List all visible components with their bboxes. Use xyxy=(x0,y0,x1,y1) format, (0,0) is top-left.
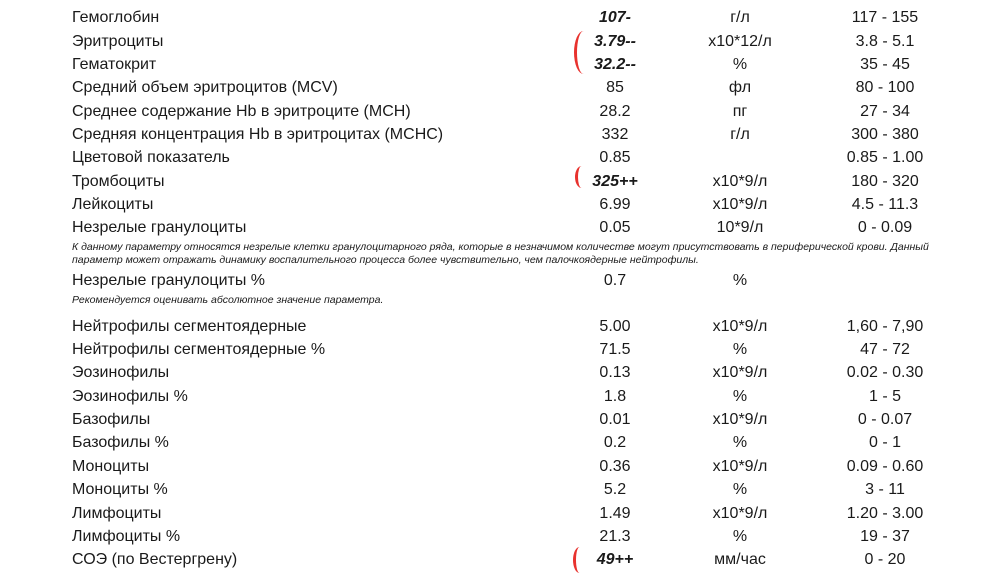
test-value: 32.2-- xyxy=(594,56,636,73)
table-row xyxy=(0,193,1000,216)
table-row xyxy=(0,100,1000,123)
test-unit: % xyxy=(732,481,748,498)
test-value: 49++ xyxy=(596,551,634,568)
table-row xyxy=(0,30,1000,53)
table-row xyxy=(0,455,1000,478)
reference-range: 3 - 11 xyxy=(865,481,905,498)
reference-range: 1.20 - 3.00 xyxy=(846,505,924,522)
test-value: 3.79-- xyxy=(594,33,636,50)
test-value: 0.05 xyxy=(599,219,631,236)
test-value: 5.2 xyxy=(603,481,627,498)
test-name: Моноциты xyxy=(72,458,150,475)
test-value: 332 xyxy=(601,126,629,143)
reference-range: 0 - 0.09 xyxy=(857,219,913,236)
reference-range: 80 - 100 xyxy=(855,79,915,96)
table-row xyxy=(0,408,1000,431)
note-immature-granulocytes: К данному параметру относятся незрелые клетки гранулоцитарного ряда, которые в незначимом количестве могут присутствовать в периферической крови. Данный параметр может отражать динамику воспалительного процесса более чувствительно, чем палочкоядерные нейтрофилы. xyxy=(72,241,929,266)
test-unit: % xyxy=(732,434,748,451)
table-row xyxy=(0,76,1000,99)
reference-range: 4.5 - 11.3 xyxy=(851,196,919,213)
test-value: 6.99 xyxy=(599,196,631,213)
test-unit: x10*9/л xyxy=(712,458,768,475)
test-value: 325++ xyxy=(592,173,638,190)
test-value: 85 xyxy=(606,79,624,96)
test-name: Эритроциты xyxy=(72,33,164,50)
test-unit: пг xyxy=(732,103,748,120)
test-unit: мм/час xyxy=(714,551,766,568)
test-value: 0.7 xyxy=(603,272,627,289)
test-unit: x10*9/л xyxy=(712,196,768,213)
table-row xyxy=(0,385,1000,408)
test-value: 71.5 xyxy=(599,341,631,358)
table-row xyxy=(0,53,1000,76)
table-row xyxy=(0,170,1000,193)
test-unit: фл xyxy=(728,79,752,96)
reference-range: 47 - 72 xyxy=(860,341,910,358)
reference-range: 180 - 320 xyxy=(851,173,919,190)
test-unit: г/л xyxy=(730,9,750,26)
test-value: 0.36 xyxy=(599,458,631,475)
test-value: 28.2 xyxy=(599,103,631,120)
test-unit: x10*9/л xyxy=(712,173,768,190)
test-name: Гемоглобин xyxy=(72,9,160,26)
reference-range: 0.02 - 0.30 xyxy=(846,364,924,381)
test-value: 1.49 xyxy=(599,505,631,522)
table-row xyxy=(0,338,1000,361)
test-unit: г/л xyxy=(730,126,750,143)
reference-range: 35 - 45 xyxy=(860,56,910,73)
test-name: Гематокрит xyxy=(72,56,157,73)
reference-range: 1 - 5 xyxy=(868,388,901,405)
test-name: Средняя концентрация Hb в эритроцитах (MCHC) xyxy=(72,126,444,143)
test-name: Эозинофилы % xyxy=(72,388,188,405)
test-name: Базофилы % xyxy=(72,434,169,451)
test-value: 0.13 xyxy=(599,364,631,381)
table-row xyxy=(0,502,1000,525)
test-name: Среднее содержание Hb в эритроците (MCH) xyxy=(72,103,411,120)
test-unit: x10*12/л xyxy=(708,33,772,50)
highlight-bracket-esr xyxy=(573,547,586,573)
test-value: 5.00 xyxy=(599,318,631,335)
table-row xyxy=(0,361,1000,384)
test-name: Тромбоциты xyxy=(72,173,165,190)
test-name: Лимфоциты xyxy=(72,505,162,522)
table-row xyxy=(0,6,1000,29)
table-row xyxy=(0,548,1000,571)
reference-range: 117 - 155 xyxy=(851,9,919,26)
test-name: Средний объем эритроцитов (MCV) xyxy=(72,79,338,96)
reference-range: 0.85 - 1.00 xyxy=(846,149,924,166)
note-immature-granulocytes-pct: Рекомендуется оценивать абсолютное значение параметра. xyxy=(72,294,384,306)
test-unit: 10*9/л xyxy=(716,219,764,236)
test-name: Моноциты % xyxy=(72,481,168,498)
test-value: 0.01 xyxy=(599,411,631,428)
test-name: Цветовой показатель xyxy=(72,149,230,166)
reference-range: 300 - 380 xyxy=(851,126,919,143)
test-value: 0.85 xyxy=(599,149,631,166)
table-row xyxy=(0,146,1000,169)
test-name: Незрелые гранулоциты xyxy=(72,219,247,236)
test-unit: % xyxy=(732,388,748,405)
highlight-bracket-platelets xyxy=(575,166,588,188)
test-unit: x10*9/л xyxy=(712,411,768,428)
test-unit: % xyxy=(732,341,748,358)
reference-range: 27 - 34 xyxy=(860,103,910,120)
table-row xyxy=(0,123,1000,146)
table-row xyxy=(0,431,1000,454)
reference-range: 0 - 0.07 xyxy=(857,411,913,428)
test-value: 107- xyxy=(598,9,632,26)
test-unit: % xyxy=(732,528,748,545)
test-unit: x10*9/л xyxy=(712,505,768,522)
reference-range: 19 - 37 xyxy=(860,528,910,545)
reference-range: 3.8 - 5.1 xyxy=(855,33,915,50)
test-name: Лимфоциты % xyxy=(72,528,181,545)
table-row xyxy=(0,525,1000,548)
test-unit: % xyxy=(732,272,748,289)
test-name: СОЭ (по Вестергрену) xyxy=(72,551,238,568)
test-name: Незрелые гранулоциты % xyxy=(72,272,266,289)
reference-range: 0 - 1 xyxy=(868,434,901,451)
test-name: Эозинофилы xyxy=(72,364,170,381)
table-row xyxy=(0,315,1000,338)
reference-range: 1,60 - 7,90 xyxy=(846,318,924,335)
table-row xyxy=(0,478,1000,501)
reference-range: 0 - 20 xyxy=(864,551,906,568)
table-row xyxy=(0,216,1000,239)
highlight-bracket-erythrocytes xyxy=(574,31,593,74)
test-name: Лейкоциты xyxy=(72,196,154,213)
test-unit: x10*9/л xyxy=(712,318,768,335)
test-value: 0.2 xyxy=(603,434,627,451)
test-name: Базофилы xyxy=(72,411,151,428)
table-row xyxy=(0,269,1000,292)
test-name: Нейтрофилы сегментоядерные xyxy=(72,318,307,335)
test-name: Нейтрофилы сегментоядерные % xyxy=(72,341,326,358)
test-unit: % xyxy=(732,56,748,73)
test-unit: x10*9/л xyxy=(712,364,768,381)
reference-range: 0.09 - 0.60 xyxy=(846,458,924,475)
test-value: 1.8 xyxy=(603,388,627,405)
test-value: 21.3 xyxy=(599,528,631,545)
